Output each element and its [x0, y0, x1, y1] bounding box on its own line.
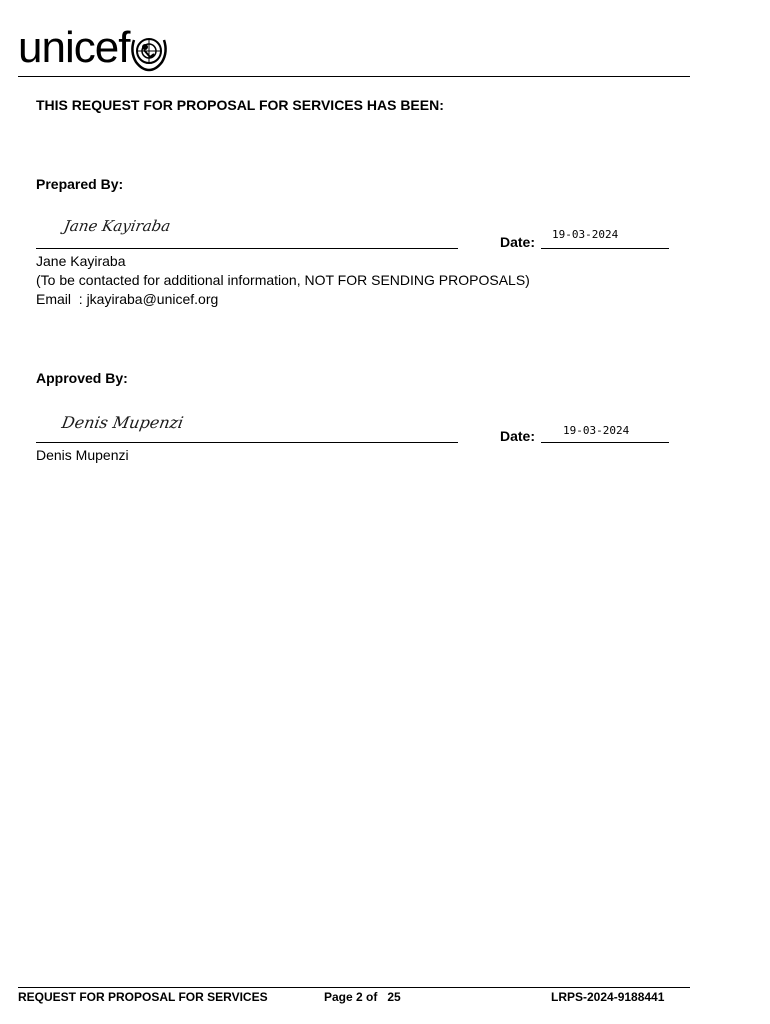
approved-date-label: Date: [500, 428, 536, 444]
approved-name: Denis Mupenzi [36, 447, 129, 463]
approved-by-label: Approved By: [36, 370, 128, 386]
header-rule [18, 76, 690, 77]
footer-rule [18, 987, 690, 988]
approved-signature: Denis Mupenzi [60, 413, 185, 432]
approved-date-value: 19-03-2024 [563, 424, 630, 437]
prepared-email: Email : jkayiraba@unicef.org [36, 291, 219, 307]
prepared-date-value: 19-03-2024 [552, 228, 619, 241]
approved-signature-line [36, 442, 458, 443]
footer-reference: LRPS-2024-9188441 [551, 990, 665, 1004]
footer-title: REQUEST FOR PROPOSAL FOR SERVICES [18, 990, 268, 1004]
prepared-contact-note: (To be contacted for additional information, NOT FOR SENDING PROPOSALS) [36, 272, 530, 288]
prepared-date-label: Date: [500, 234, 536, 250]
page-heading: THIS REQUEST FOR PROPOSAL FOR SERVICES HAS BEEN: [36, 97, 444, 113]
un-emblem-icon [128, 30, 170, 72]
prepared-by-label: Prepared By: [36, 176, 124, 192]
prepared-date-line [541, 248, 669, 249]
unicef-logo-text: unicef [18, 23, 130, 72]
footer-page-number: Page 2 of 25 [324, 990, 401, 1004]
prepared-name: Jane Kayiraba [36, 253, 126, 269]
approved-date-line [541, 442, 669, 443]
prepared-signature-line [36, 248, 458, 249]
prepared-signature: Jane Kayiraba [62, 217, 172, 235]
